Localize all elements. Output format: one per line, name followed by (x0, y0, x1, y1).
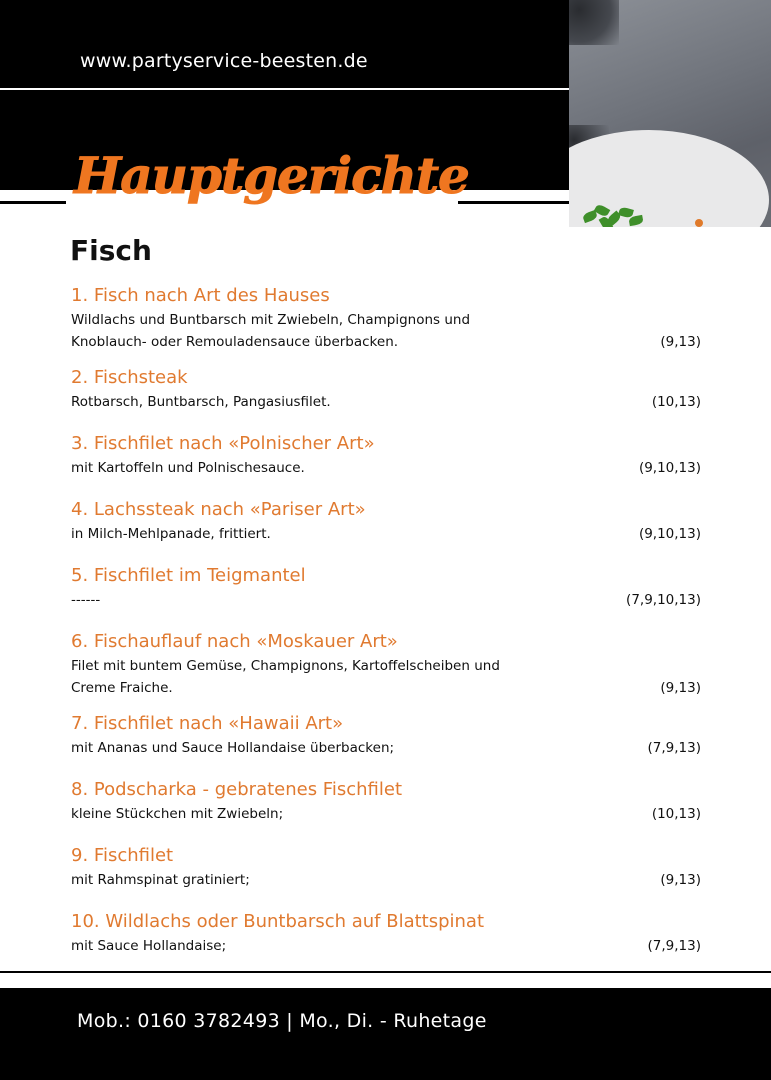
menu-item-allergens: (10,13) (651, 394, 701, 410)
menu-item (71, 563, 703, 611)
menu-item-name: 1. Fisch nach Art des Hauses (71, 285, 330, 306)
menu-item-description: ------ (71, 592, 101, 608)
menu-item (71, 909, 703, 957)
menu-item-name: 5. Fischfilet im Teigmantel (71, 565, 306, 586)
menu-item (71, 711, 703, 759)
food-photo (569, 0, 771, 227)
menu-item-name: 10. Wildlachs oder Buntbarsch auf Blattspinat (71, 911, 485, 932)
title-rule-right (458, 201, 569, 204)
menu-item-allergens: (9,13) (660, 680, 701, 696)
menu-item-description: mit Rahmspinat gratiniert; (71, 872, 250, 888)
category-heading: Fisch (70, 234, 152, 267)
menu-item-name: 2. Fischsteak (71, 367, 188, 388)
footer-band (0, 988, 771, 1080)
menu-item-name: 8. Podscharka - gebratenes Fischfilet (71, 779, 403, 800)
menu-item (71, 283, 703, 353)
menu-item-description-row (71, 457, 703, 479)
menu-item-allergens: (9,10,13) (638, 460, 701, 476)
menu-item-allergens: (9,13) (660, 334, 701, 350)
bottom-rule (0, 971, 771, 973)
menu-list (71, 283, 703, 957)
menu-item-allergens: (9,10,13) (638, 526, 701, 542)
menu-item-name: 3. Fischfilet nach «Polnischer Art» (71, 433, 375, 454)
menu-item-description: mit Kartoffeln und Polnischesauce. (71, 460, 305, 476)
menu-item-description-row (71, 869, 703, 891)
menu-item-allergens: (7,9,13) (647, 938, 701, 954)
menu-item-description-row (71, 935, 703, 957)
menu-item-description-row (71, 523, 703, 545)
menu-item (71, 777, 703, 825)
menu-item (71, 431, 703, 479)
website-link[interactable]: www.partyservice-beesten.de (80, 50, 368, 72)
menu-item-description: in Milch-Mehlpanade, frittiert. (71, 526, 271, 542)
menu-item-name: 4. Lachssteak nach «Pariser Art» (71, 499, 366, 520)
photo-shadow (569, 0, 619, 45)
menu-item-description-row (71, 309, 703, 353)
menu-item-description: Wildlachs und Buntbarsch mit Zwiebeln, Champignons und Knoblauch- oder Remouladensauce überbacken. (71, 312, 471, 350)
menu-item-description: Filet mit buntem Gemüse, Champignons, Kartoffelscheiben und Creme Fraiche. (71, 658, 500, 696)
menu-item (71, 843, 703, 891)
menu-item-description-row (71, 391, 703, 413)
menu-item-description-row (71, 803, 703, 825)
menu-item-name: 9. Fischfilet (71, 845, 174, 866)
menu-item-allergens: (9,13) (660, 872, 701, 888)
section-title: Hauptgerichte (74, 146, 469, 205)
menu-item-allergens: (7,9,13) (647, 740, 701, 756)
menu-item-name: 6. Fischauflauf nach «Moskauer Art» (71, 631, 398, 652)
footer-contact: Mob.: 0160 3782493 | Mo., Di. - Ruhetage (77, 1010, 487, 1032)
menu-item-name: 7. Fischfilet nach «Hawaii Art» (71, 713, 344, 734)
menu-item-description-row (71, 655, 703, 699)
menu-item-allergens: (10,13) (651, 806, 701, 822)
menu-item-description: kleine Stückchen mit Zwiebeln; (71, 806, 284, 822)
menu-item-description: Rotbarsch, Buntbarsch, Pangasiusfilet. (71, 394, 331, 410)
menu-item (71, 497, 703, 545)
menu-item-description: mit Sauce Hollandaise; (71, 938, 227, 954)
header-divider (0, 88, 569, 90)
menu-item (71, 629, 703, 699)
title-rule-left (0, 201, 66, 204)
menu-item-description-row (71, 589, 703, 611)
menu-item-allergens: (7,9,10,13) (626, 592, 701, 608)
menu-item-description: mit Ananas und Sauce Hollandaise überbacken; (71, 740, 395, 756)
garnish-dot (695, 219, 703, 227)
menu-item (71, 365, 703, 413)
menu-item-description-row (71, 737, 703, 759)
